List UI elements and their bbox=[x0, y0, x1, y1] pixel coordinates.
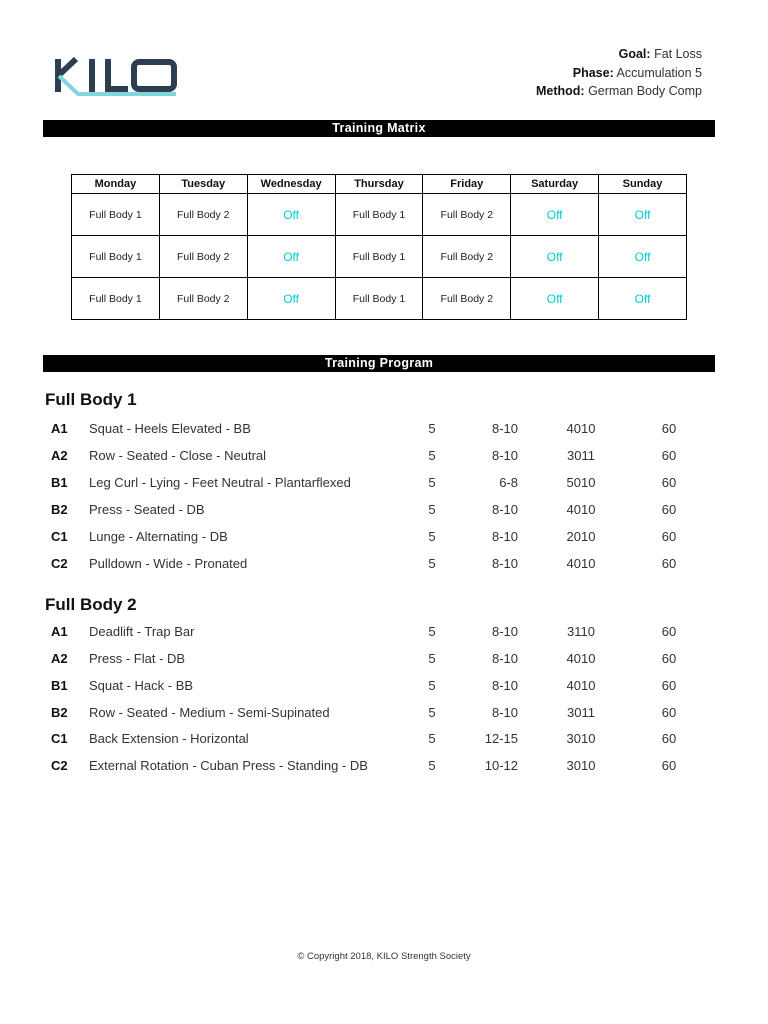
matrix-week-row bbox=[72, 194, 687, 236]
exercise-rest: 60 bbox=[661, 678, 677, 693]
matrix-cell: Full Body 2 bbox=[423, 194, 511, 236]
exercise-code: C1 bbox=[51, 529, 68, 544]
exercise-rest: 60 bbox=[661, 556, 677, 571]
goal-line bbox=[536, 45, 702, 64]
exercise-rest: 60 bbox=[661, 529, 677, 544]
exercise-name: Pulldown - Wide - Pronated bbox=[89, 556, 248, 571]
exercise-code: B1 bbox=[51, 475, 68, 490]
exercise-tempo: 3110 bbox=[567, 624, 595, 639]
exercise-reps: 12-15 bbox=[484, 731, 518, 746]
exercise-row bbox=[0, 473, 768, 493]
training-matrix-header: Training Matrix bbox=[43, 120, 715, 137]
workout-title: Full Body 2 bbox=[45, 595, 137, 614]
goal-value: Fat Loss bbox=[654, 47, 702, 61]
exercise-tempo: 3010 bbox=[566, 758, 596, 773]
matrix-cell: Full Body 1 bbox=[72, 278, 160, 320]
exercise-sets: 5 bbox=[428, 529, 436, 544]
phase-label: Phase: bbox=[572, 65, 614, 80]
matrix-cell: Full Body 2 bbox=[159, 194, 247, 236]
exercise-sets: 5 bbox=[428, 651, 436, 666]
exercise-code: A1 bbox=[51, 624, 68, 639]
matrix-cell: Full Body 1 bbox=[335, 236, 423, 278]
exercise-tempo: 4010 bbox=[566, 678, 596, 693]
training-program-header: Training Program bbox=[43, 355, 715, 372]
matrix-cell: Full Body 1 bbox=[72, 236, 160, 278]
exercise-code: B2 bbox=[51, 705, 68, 720]
exercise-name: Deadlift - Trap Bar bbox=[89, 624, 195, 639]
exercise-row bbox=[0, 729, 768, 749]
matrix-cell: Full Body 2 bbox=[159, 278, 247, 320]
exercise-name: Press - Flat - DB bbox=[89, 651, 186, 666]
exercise-reps: 8-10 bbox=[491, 529, 518, 544]
exercise-tempo: 2010 bbox=[566, 529, 596, 544]
kilo-logo bbox=[52, 54, 180, 100]
exercise-code: A2 bbox=[51, 448, 68, 463]
exercise-rest: 60 bbox=[661, 758, 677, 773]
exercise-rest: 60 bbox=[661, 731, 677, 746]
exercise-name: Squat - Hack - BB bbox=[89, 678, 194, 693]
day-header: Wednesday bbox=[247, 175, 335, 194]
exercise-reps: 8-10 bbox=[491, 556, 518, 571]
exercise-rest: 60 bbox=[661, 705, 677, 720]
day-header: Saturday bbox=[511, 175, 599, 194]
exercise-code: B1 bbox=[51, 678, 68, 693]
exercise-rest: 60 bbox=[661, 475, 677, 490]
matrix-cell: Full Body 2 bbox=[423, 278, 511, 320]
exercise-reps: 8-10 bbox=[491, 678, 518, 693]
copyright-footer: © Copyright 2018, KILO Strength Society bbox=[297, 951, 471, 962]
exercise-row bbox=[0, 676, 768, 696]
exercise-name: Back Extension - Horizontal bbox=[89, 731, 249, 746]
matrix-header-row bbox=[72, 175, 687, 194]
matrix-cell-off: Off bbox=[511, 278, 599, 320]
matrix-cell: Full Body 1 bbox=[72, 194, 160, 236]
exercise-rest: 60 bbox=[661, 651, 677, 666]
exercise-code: A1 bbox=[51, 421, 68, 436]
exercise-row bbox=[0, 756, 768, 776]
matrix-cell-off: Off bbox=[511, 236, 599, 278]
matrix-cell: Full Body 1 bbox=[335, 278, 423, 320]
exercise-name: Squat - Heels Elevated - BB bbox=[89, 421, 251, 436]
method-value: German Body Comp bbox=[588, 84, 702, 98]
exercise-reps: 8-10 bbox=[491, 421, 518, 436]
exercise-code: C1 bbox=[51, 731, 68, 746]
phase-value: Accumulation 5 bbox=[616, 65, 702, 80]
day-header: Friday bbox=[423, 175, 511, 194]
exercise-code: B2 bbox=[51, 502, 68, 517]
exercise-tempo: 3011 bbox=[567, 448, 595, 463]
exercise-rest: 60 bbox=[661, 502, 677, 517]
exercise-row bbox=[0, 500, 768, 520]
exercise-name: Row - Seated - Medium - Semi-Supinated bbox=[89, 705, 330, 720]
exercise-rest: 60 bbox=[661, 624, 677, 639]
matrix-cell-off: Off bbox=[511, 194, 599, 236]
exercise-row bbox=[0, 703, 768, 723]
exercise-reps: 8-10 bbox=[491, 502, 518, 517]
exercise-tempo: 4010 bbox=[566, 556, 596, 571]
exercise-name: External Rotation - Cuban Press - Standing - DB bbox=[89, 758, 368, 773]
exercise-rest: 60 bbox=[661, 448, 677, 463]
exercise-sets: 5 bbox=[428, 624, 436, 639]
exercise-row bbox=[0, 446, 768, 466]
exercise-tempo: 4010 bbox=[566, 502, 596, 517]
matrix-cell: Full Body 2 bbox=[423, 236, 511, 278]
program-meta bbox=[536, 45, 702, 101]
exercise-name: Leg Curl - Lying - Feet Neutral - Plantarflexed bbox=[89, 475, 351, 490]
method-line bbox=[536, 82, 702, 101]
exercise-reps: 8-10 bbox=[491, 448, 518, 463]
exercise-row bbox=[0, 649, 768, 669]
exercise-sets: 5 bbox=[428, 502, 436, 517]
matrix-week-row bbox=[72, 236, 687, 278]
matrix-cell: Full Body 1 bbox=[335, 194, 423, 236]
phase-line bbox=[536, 64, 702, 83]
exercise-reps: 8-10 bbox=[491, 651, 518, 666]
exercise-reps: 10-12 bbox=[484, 758, 518, 773]
exercise-sets: 5 bbox=[428, 758, 436, 773]
matrix-cell: Full Body 2 bbox=[159, 236, 247, 278]
exercise-row bbox=[0, 419, 768, 439]
matrix-cell-off: Off bbox=[599, 278, 687, 320]
exercise-tempo: 3010 bbox=[566, 731, 596, 746]
exercise-rest: 60 bbox=[661, 421, 677, 436]
exercise-tempo: 4010 bbox=[566, 651, 596, 666]
exercise-sets: 5 bbox=[428, 678, 436, 693]
exercise-reps: 6-8 bbox=[499, 475, 518, 490]
exercise-sets: 5 bbox=[428, 705, 436, 720]
day-header: Thursday bbox=[335, 175, 423, 194]
exercise-sets: 5 bbox=[428, 448, 436, 463]
method-label: Method: bbox=[535, 84, 585, 98]
exercise-row bbox=[0, 527, 768, 547]
exercise-tempo: 3011 bbox=[567, 705, 595, 720]
matrix-cell-off: Off bbox=[599, 194, 687, 236]
exercise-name: Lunge - Alternating - DB bbox=[89, 529, 228, 544]
exercise-reps: 8-10 bbox=[491, 705, 518, 720]
exercise-code: A2 bbox=[51, 651, 68, 666]
matrix-cell-off: Off bbox=[247, 194, 335, 236]
day-header: Tuesday bbox=[159, 175, 247, 194]
goal-label: Goal: bbox=[618, 47, 651, 61]
exercise-sets: 5 bbox=[428, 475, 436, 490]
exercise-code: C2 bbox=[51, 758, 68, 773]
training-matrix-table bbox=[71, 174, 687, 320]
matrix-week-row bbox=[72, 278, 687, 320]
exercise-sets: 5 bbox=[428, 421, 436, 436]
exercise-reps: 8-10 bbox=[491, 624, 518, 639]
matrix-cell-off: Off bbox=[247, 236, 335, 278]
exercise-sets: 5 bbox=[428, 556, 436, 571]
exercise-row bbox=[0, 622, 768, 642]
matrix-cell-off: Off bbox=[599, 236, 687, 278]
day-header: Monday bbox=[72, 175, 160, 194]
exercise-sets: 5 bbox=[428, 731, 436, 746]
matrix-cell-off: Off bbox=[247, 278, 335, 320]
workout-title: Full Body 1 bbox=[45, 390, 137, 409]
exercise-name: Row - Seated - Close - Neutral bbox=[89, 448, 267, 463]
day-header: Sunday bbox=[599, 175, 687, 194]
exercise-code: C2 bbox=[51, 556, 68, 571]
exercise-tempo: 5010 bbox=[566, 475, 596, 490]
exercise-name: Press - Seated - DB bbox=[89, 502, 205, 517]
exercise-tempo: 4010 bbox=[566, 421, 596, 436]
exercise-row bbox=[0, 554, 768, 574]
